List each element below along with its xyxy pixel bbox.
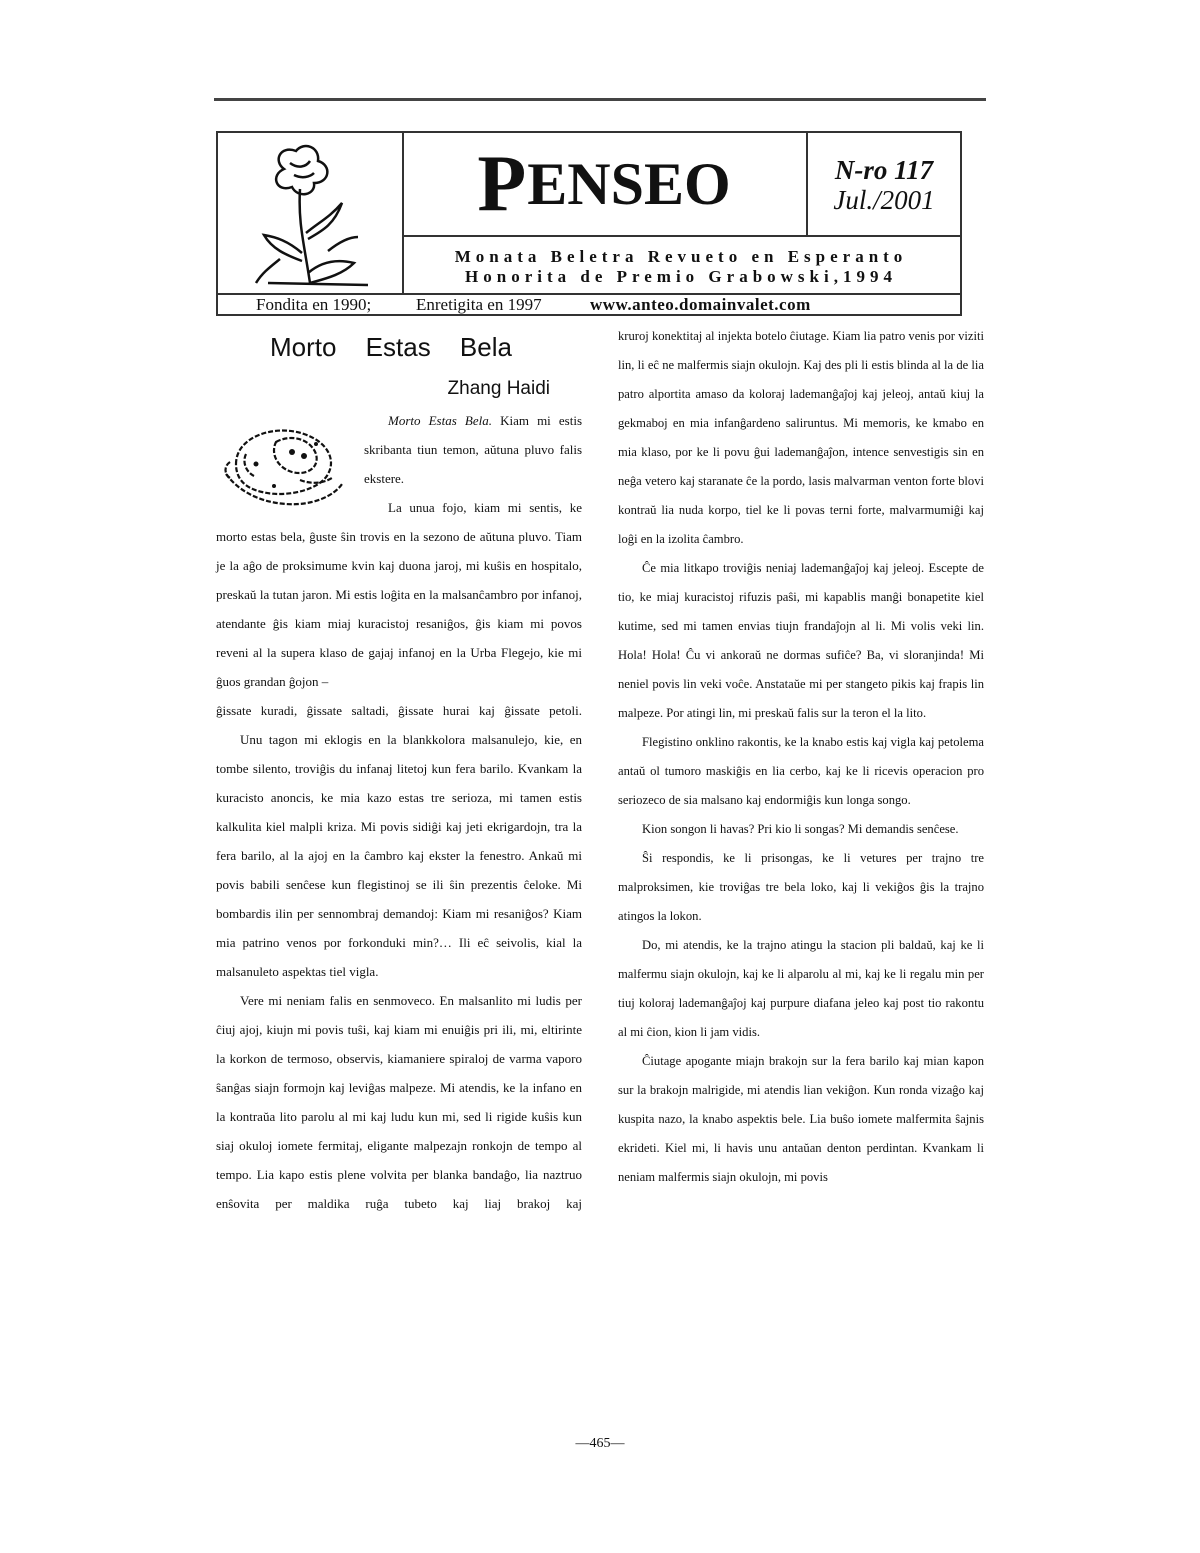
right-column bbox=[618, 322, 984, 1192]
website-link[interactable]: www.anteo.domainvalet.com bbox=[590, 295, 811, 314]
paragraph-right-5: Ŝi respondis, ke li prisongas, ke li vetures per trajno tre malproksimen, kie troviĝas tre bela loko, kaj li vekiĝos ĝis la trajno atingos la lokon. bbox=[618, 851, 984, 923]
masthead bbox=[216, 131, 962, 316]
title-rest: ENSEO bbox=[527, 151, 731, 217]
sleeping-child-illustration bbox=[216, 414, 356, 514]
article-title: Morto Estas Bela bbox=[270, 332, 512, 362]
paragraph-right-1: kruroj konektitaj al injekta botelo ĉiutage. Kiam lia patro venis por viziti lin, li eĉ ne malfermis siajn okulojn. Kaj des pli li estis blinda al la de lia patro alportita amaso da koloraj lademanĝaĵoj kaj jeleoj, antaŭ kiuj la gekmaboj en mia infanĝardeno saliruntus. Mi memoris, ke kmabo en mia klaso, por ke li povu ĝui lademanĝaĵon, intence senvestigis sin en neĝa vetero kaj staranate ĉe la pordo, lasis malvarman venton forte blovi kontraŭ lia nuda korpo, tiel ke li povas terni forte, malvarmumiĝi kaj loĝi en la izolita ĉambro. bbox=[618, 329, 984, 546]
top-rule bbox=[214, 98, 986, 101]
magazine-title bbox=[402, 133, 808, 237]
left-column bbox=[216, 322, 582, 1218]
flower-logo bbox=[218, 133, 404, 293]
intro-italic: Morto Estas Bela. bbox=[388, 413, 492, 428]
paragraph-left-4: Unu tagon mi eklogis en la blankkolora malsanulejo, kie, en tombe silento, troviĝis du infanaj litetoj kun fera barilo. Kvankam la kuracisto anoncis, ke mia kazo estas tre serioza, mi tamen estis kalkulita kiel malpli kriza. Mi povis sidiĝi kaj jeti ekrigardojn, tra la fera barilo, al la ajoj en la ĉambro kaj ekster la fenestro. Ankaŭ mi povis babili senĉese kun flegistinoj se ili ŝin prezentis ĉeloke. Mi bombardis ilin per sennombraj demandoj: Kiam mi resaniĝos? Kiam mia patrino venos por forkonduki min?… Ili eĉ seivolis, kial la malsanuleto aspektas tiel vigla. bbox=[216, 732, 582, 979]
subtitle-line-1: Monata Beletra Revueto en Esperanto bbox=[454, 247, 908, 266]
masthead-footer bbox=[218, 293, 960, 316]
masthead-subtitle bbox=[402, 237, 960, 293]
intro-rest: Kiam mi estis skribanta tiun temon, aŭtuna pluvo falis ekstere. bbox=[364, 413, 583, 486]
paragraph-right-6: Do, mi atendis, ke la trajno atingu la stacion pli baldaŭ, kaj ke li malfermu siajn okulojn, kaj ke li alparolu al mi, kaj ke li regalu min per tiuj koloraj lademanĝaĵoj kaj purpure diafana jeleo kaj post tio rakontu al mi ĉion, kion li jam vidis. bbox=[618, 938, 984, 1039]
article-author: Zhang Haidi bbox=[447, 378, 550, 399]
paragraph-left-3: ĝissate kuradi, ĝissate saltadi, ĝissate hurai kaj ĝissate petoli. bbox=[216, 703, 582, 718]
paragraph-right-2: Ĉe mia litkapo troviĝis neniaj lademanĝaĵoj kaj jeleoj. Escepte de tio, ke miaj kuracistoj rifuzis paŝi, mi kapablis manĝi bonapetite kiel kutime, sed mi tamen envias tiujn frandaĵojn al li. Mi volis veki lin. Hola! Hola! Ĉu vi ankoraŭ ne dormas sufiĉe? Ba, vi sloranjinda! Mi neniel povis lin veki voĉe. Anstataŭe mi per stangeto pikis kaj frapis lin malpeze. Por atingi lin, mi preskaŭ falis sur la teron el la lito. bbox=[618, 561, 984, 720]
paragraph-left-5: Vere mi neniam falis en senmoveco. En malsanlito mi ludis per ĉiuj ajoj, kiujn mi povis tuŝi, kaj kiam mi enuiĝis pri ili, mi, eltirinte la korkon de termoso, observis, kiamaniere spiraloj de varma vaporo ŝanĝas siajn formojn kaj leviĝas malpeze. Mi atendis, ke la infano en la kontraŭa lito parolu al mi kaj ludu kun mi, sed li rigide kuŝis kun siaj okuloj iomete fermitaj, eligante malpezajn ronkojn de tempo al tempo. Lia kapo estis plene volvita per blanka bandaĝo, lia naztruo enŝovita per maldika ruĝa tubeto kaj liaj brakoj kaj bbox=[216, 993, 582, 1211]
page-number: —465— bbox=[575, 1436, 625, 1451]
founded-text: Fondita en 1990; bbox=[256, 295, 372, 314]
paragraph-right-3: Flegistino onklino rakontis, ke la knabo estis kaj vigla kaj petolema antaŭ ol tumoro maskiĝis en lia cerbo, kaj ke li ricevis operacion pro seriozeco de sia malsano kaj endormiĝis kun longa songo. bbox=[618, 735, 984, 807]
issue-info bbox=[808, 133, 960, 237]
paragraph-right-4: Kion songon li havas? Pri kio li songas? Mi demandis senĉese. bbox=[642, 822, 959, 836]
paragraph-right-7: Ĉiutage apogante miajn brakojn sur la fera barilo kaj mian kapon sur la brakojn malrigide, mi atendis lian vekiĝon. Kun ronda vizaĝo kaj kuspita nazo, la knabo aspektis bele. Lia buŝo iomete malfermita ŝajnis ekrideti. Kiel mi, li havis unu antaŭan denton perdintan. Kvankam li neniam malfermis siajn okulojn, mi povis bbox=[618, 1054, 984, 1184]
title-initial: P bbox=[477, 140, 528, 228]
registered-text: Enretigita en 1997 bbox=[416, 295, 542, 314]
paragraph-left-2: La unua fojo, kiam mi sentis, ke morto estas bela, ĝuste ŝin trovis en la sezono de aŭtuna pluvo. Tiam je la aĝo de proksimume kvin kaj duona jaroj, mi kuŝis en hospitalo, preskaŭ la tutan jaron. Mi estis loĝita en la malsanĉambro por infanoj, atendante ĝis kiam miaj kuracistoj resaniĝos, ĝis kiam mi povos reveni al la supera klaso de gajaj infanoj en la Urba Flegejo, kie mi ĝuos grandan ĝojon – bbox=[216, 500, 582, 689]
issue-number: N-ro 117 bbox=[834, 155, 934, 185]
subtitle-line-2: Honorita de Premio Grabowski,1994 bbox=[465, 267, 897, 286]
issue-date: Jul./2001 bbox=[833, 185, 935, 215]
